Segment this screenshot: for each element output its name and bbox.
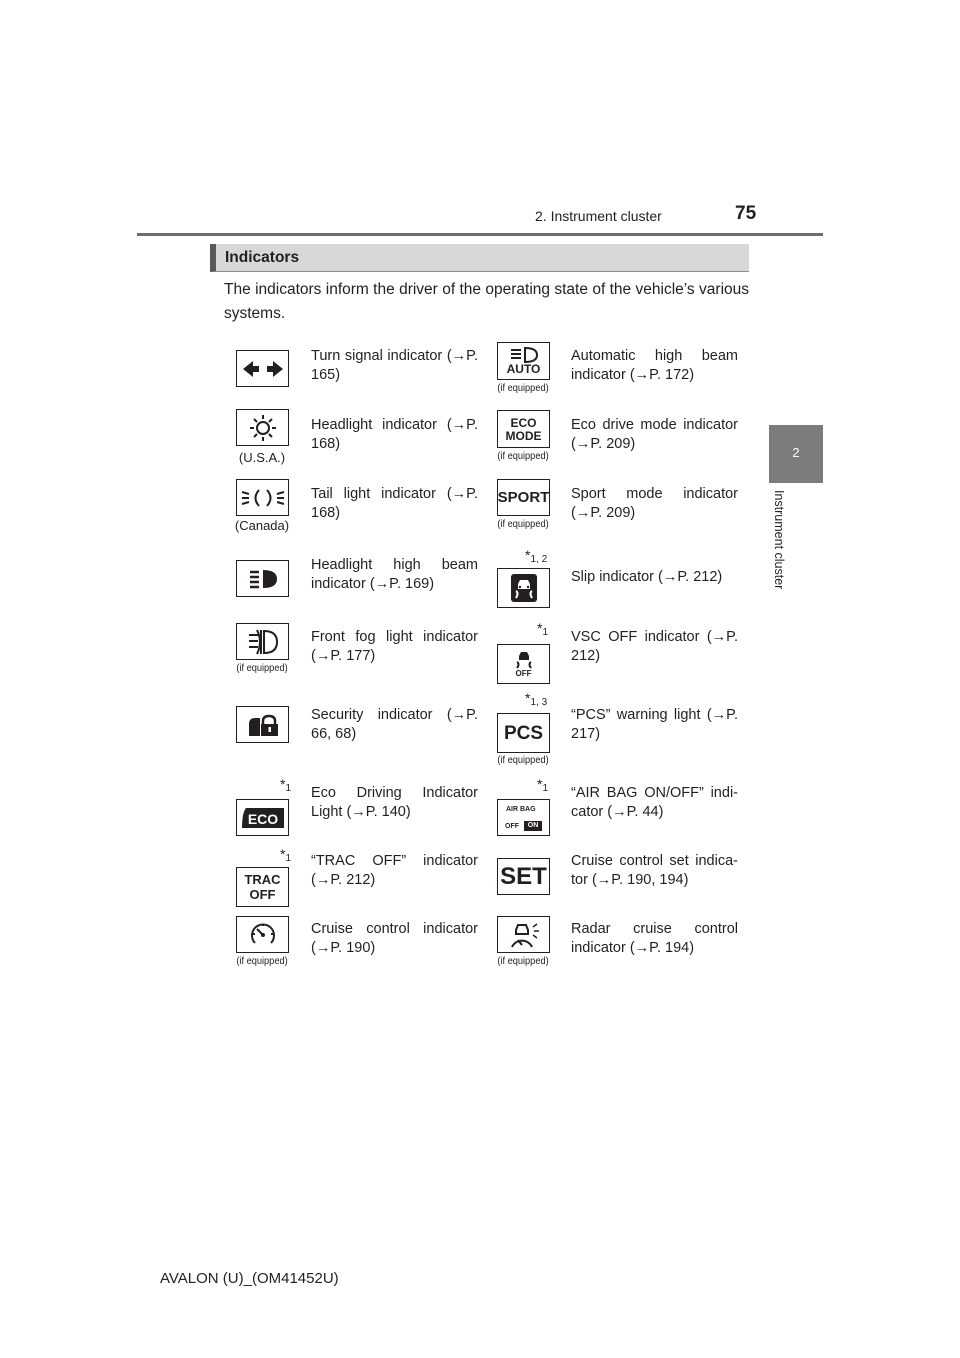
trac-off-icon: [236, 867, 289, 907]
front-fog-icon: [236, 623, 289, 660]
eco-driving-icon-text: ECO: [247, 810, 278, 827]
intro-paragraph: The indicators inform the driver of the operating state of the vehicle’s various systems.: [224, 281, 749, 322]
auto-high-beam-icon: [497, 342, 550, 380]
cruise-set-icon: [497, 858, 550, 895]
section-heading-bar: [210, 244, 749, 272]
pcs-icon-text: PCS: [503, 722, 544, 744]
chapter-tab-label: Instrument cluster: [772, 490, 786, 590]
indicator-description: Headlight indicator (→P. 168): [311, 417, 478, 452]
indicator-description: Radar cruise control indicator (→P. 194): [571, 921, 738, 956]
high-beam-icon: [236, 560, 289, 597]
indicator-description: Automatic high beam indicator (→P. 172): [571, 348, 738, 383]
footnote-marker: $*_1$: [280, 846, 292, 864]
icon-caption: (U.S.A.): [238, 450, 286, 465]
icon-caption: (if equipped): [497, 382, 549, 394]
airbag-on-off-icon: [497, 799, 550, 836]
indicator-description: “AIR BAG ON/OFF” indi-cator (→P. 44): [571, 785, 738, 820]
running-header-section: 2. Instrument cluster: [535, 208, 662, 224]
chapter-tab[interactable]: [769, 425, 823, 483]
indicator-description: Front fog light indicator (→P. 177): [311, 629, 478, 664]
footnote-marker: $*_1$: [537, 776, 549, 794]
footnote-marker: $*_{1, 2}$: [525, 547, 548, 565]
indicator-description: Slip indicator (→P. 212): [571, 569, 723, 585]
cruise-control-icon: [236, 916, 289, 953]
cruise-set-icon-text: SET: [500, 862, 547, 890]
slip-icon: [497, 568, 550, 608]
chapter-tab-number: 2: [792, 445, 800, 460]
eco-mode-icon-line2: MODE: [505, 428, 542, 443]
indicator-description: Headlight high beam indicator (→P. 169): [311, 557, 478, 592]
indicator-description: “PCS” warning light (→P. 217): [571, 707, 738, 742]
eco-mode-icon: [497, 410, 550, 448]
icon-caption: (Canada): [234, 518, 290, 533]
airbag-icon-label: AIR BAG: [506, 806, 536, 813]
footer-model-code: AVALON (U)_(OM41452U): [160, 1270, 339, 1287]
indicator-description: Security indicator (→P. 66, 68): [311, 707, 478, 742]
indicator-description: Eco Driving Indicator Light (→P. 140): [311, 785, 478, 820]
indicator-description: Sport mode indicator (→P. 209): [571, 486, 738, 521]
icon-caption: (if equipped): [497, 955, 549, 967]
indicator-description: Cruise control set indica-tor (→P. 190, 194): [571, 853, 738, 888]
headlight-icon: [236, 409, 289, 446]
pcs-icon: [497, 713, 550, 753]
icon-caption: (if equipped): [497, 754, 549, 766]
indicator-description: Turn signal indicator (→P. 165): [311, 348, 478, 383]
security-icon: [236, 706, 289, 743]
indicator-description: Tail light indicator (→P. 168): [311, 486, 478, 521]
icon-caption: (if equipped): [236, 955, 288, 967]
trac-off-icon-line2: OFF: [249, 887, 276, 902]
eco-driving-icon: [236, 799, 289, 836]
footnote-marker: $*_{1, 3}$: [525, 690, 548, 708]
eco-mode-icon-line1: ECO: [510, 415, 537, 430]
header-rule: [137, 233, 823, 236]
chapter-tab-label-wrap: [771, 490, 789, 610]
auto-high-beam-icon-text: AUTO: [506, 362, 541, 376]
vsc-off-icon: [497, 644, 550, 684]
vsc-off-icon-text: OFF: [515, 669, 532, 678]
indicator-description: “TRAC OFF” indicator (→P. 212): [311, 853, 478, 888]
sport-mode-icon: [497, 479, 550, 516]
footnote-marker: $*_1$: [537, 620, 549, 638]
trac-off-icon-line1: TRAC: [244, 872, 281, 887]
icon-caption: (if equipped): [236, 662, 288, 674]
icon-caption: (if equipped): [497, 450, 549, 462]
tail-light-icon: [236, 479, 289, 516]
icon-caption: (if equipped): [497, 518, 549, 530]
indicator-description: Cruise control indicator (→P. 190): [311, 921, 478, 956]
sport-mode-icon-text: SPORT: [497, 489, 550, 506]
footnote-marker: $*_1$: [280, 776, 292, 794]
page-number: 75: [735, 203, 757, 224]
indicator-description: Eco drive mode indicator (→P. 209): [571, 417, 738, 452]
airbag-icon-on: ON: [524, 821, 542, 831]
indicator-description: VSC OFF indicator (→P. 212): [571, 629, 738, 664]
radar-cruise-icon: [497, 916, 550, 953]
section-title: Indicators: [225, 249, 300, 266]
turn-signal-icon: [236, 350, 289, 387]
airbag-icon-off: OFF: [505, 823, 519, 830]
